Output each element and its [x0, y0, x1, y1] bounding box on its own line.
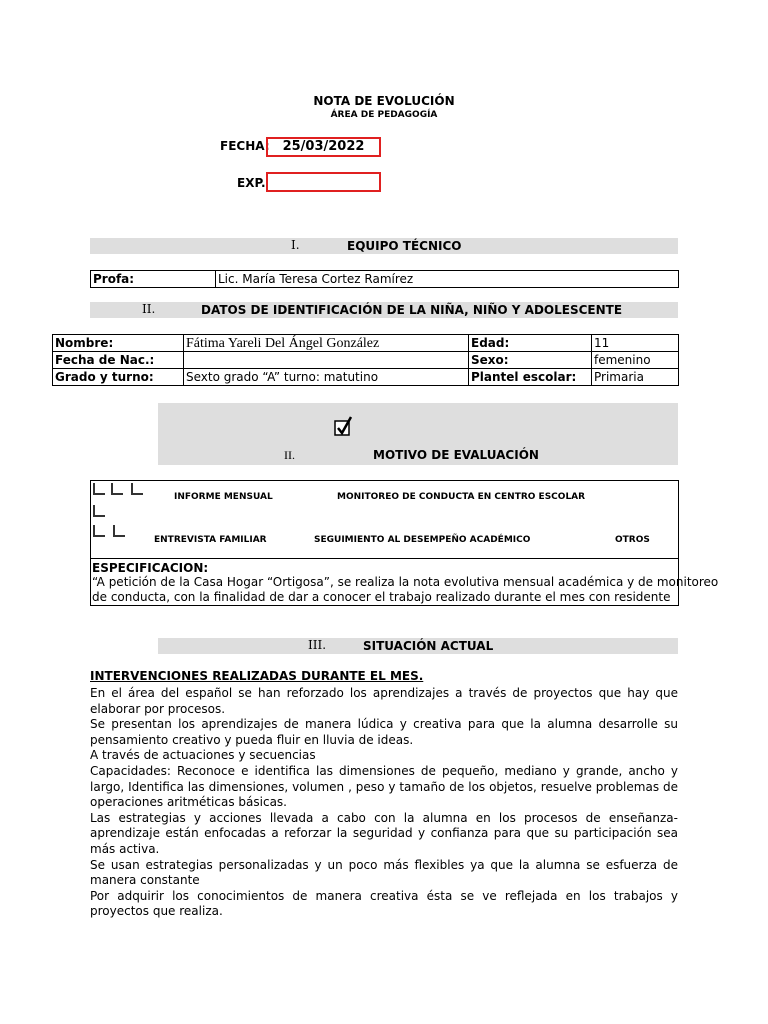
- cell-label: Plantel escolar:: [469, 369, 592, 386]
- especificacion-line: de conducta, con la finalidad de dar a conocer el trabajo realizado durante el mes con residente: [92, 590, 671, 604]
- document-subtitle: ÁREA DE PEDAGOGÍA: [330, 110, 438, 120]
- section-equipo-tecnico-bar: [90, 238, 678, 254]
- paragraph: En el área del español se han reforzado los aprendizajes a través de proyectos que hay que elaborar por procesos.: [90, 686, 678, 716]
- fecha-field[interactable]: 25/03/2022: [266, 137, 381, 157]
- paragraph: Capacidades: Reconoce e identifica las dimensiones de pequeño, mediano y grande, ancho y largo, Identifica las dimensiones, volumen , peso y tamaño de los objetos, resuelve problemas de operaciones aritméticas básicas.: [90, 763, 678, 810]
- especificacion-label: ESPECIFICACION:: [92, 561, 209, 575]
- interventions-heading: INTERVENCIONES REALIZADAS DURANTE EL MES.: [90, 669, 424, 683]
- paragraph: A través de actuaciones y secuencias: [90, 748, 316, 763]
- section-datos-bar: [90, 302, 678, 318]
- cell-value: femenino: [592, 352, 679, 369]
- section-title: EQUIPO TÉCNICO: [347, 239, 462, 253]
- section-title: SITUACIÓN ACTUAL: [363, 639, 494, 653]
- paragraph: Las estrategias y acciones llevada a cabo con la alumna en los procesos de enseñanza- aprendizaje están enfocadas a reforzar la seguridad y confianza para que su participación sea más activa.: [90, 810, 678, 856]
- identification-table: [52, 334, 679, 386]
- section-situacion-bar: [158, 638, 678, 654]
- paragraph: Se presentan los aprendizajes de manera lúdica y creativa para que la alumna desarrolle su pensamiento creativo y pueda fluir en lluvia de ideas.: [90, 717, 678, 747]
- cell-value: [184, 352, 469, 369]
- paragraph: Se usan estrategias personalizadas y un poco más flexibles ya que la alumna se esfuerza de manera constante: [90, 857, 678, 888]
- exp-field[interactable]: [266, 172, 381, 192]
- checkbox-icon[interactable]: [93, 505, 105, 517]
- cell-value: Sexto grado “A” turno: matutino: [184, 369, 469, 386]
- checkbox-icon[interactable]: [113, 525, 125, 537]
- cell-label: Sexo:: [469, 352, 592, 369]
- especificacion-text: [92, 575, 718, 605]
- cell-label: Edad:: [469, 335, 592, 352]
- cell-value: 11: [592, 335, 679, 352]
- fecha-label: FECHA:: [220, 139, 270, 153]
- section-number: II.: [284, 448, 295, 462]
- section-title: DATOS DE IDENTIFICACIÓN DE LA NIÑA, NIÑO Y ADOLESCENTE: [201, 303, 623, 317]
- checkbox-icon[interactable]: [93, 483, 105, 495]
- interventions-body: [90, 686, 678, 920]
- section-number: I.: [291, 238, 300, 252]
- document-title: NOTA DE EVOLUCIÓN: [313, 94, 455, 108]
- section-number: III.: [308, 638, 327, 652]
- option-informe-mensual: INFORME MENSUAL: [174, 492, 273, 502]
- exp-label: EXP.: [237, 176, 266, 190]
- option-otros: OTROS: [615, 535, 650, 545]
- paragraph: Por adquirir los conocimientos de manera creativa ésta se ve reflejada en los trabajos y proyectos que realiza.: [90, 888, 678, 919]
- cell-label: Grado y turno:: [53, 369, 184, 386]
- cell-value: Primaria: [592, 369, 679, 386]
- option-monitoreo-conducta: MONITOREO DE CONDUCTA EN CENTRO ESCOLAR: [337, 492, 586, 502]
- profa-table: [90, 270, 679, 288]
- checkbox-icon[interactable]: [131, 483, 143, 495]
- table-row: [53, 352, 679, 369]
- cell-label: Nombre:: [53, 335, 184, 352]
- motivo-header: [158, 403, 678, 465]
- option-seguimiento-academico: SEGUIMIENTO AL DESEMPEÑO ACADÉMICO: [314, 535, 531, 545]
- cell-value: Fátima Yareli Del Ángel González: [184, 335, 469, 352]
- especificacion-line: “A petición de la Casa Hogar “Ortigosa”, se realiza la nota evolutiva mensual académica y de monitoreo: [92, 575, 719, 589]
- divider: [91, 558, 678, 559]
- cell-label: Fecha de Nac.:: [53, 352, 184, 369]
- option-entrevista-familiar: ENTREVISTA FAMILIAR: [154, 535, 267, 545]
- profa-label: Profa:: [91, 271, 216, 288]
- section-number: II.: [142, 302, 156, 316]
- table-row: [53, 369, 679, 386]
- section-title: MOTIVO DE EVALUACIÓN: [373, 448, 539, 462]
- table-row: [53, 335, 679, 352]
- checkbox-icon[interactable]: [111, 483, 123, 495]
- checkbox-icon[interactable]: [93, 525, 105, 537]
- profa-value: Lic. María Teresa Cortez Ramírez: [216, 271, 679, 288]
- motivo-box: [90, 480, 719, 606]
- checkbox-checked-icon: [334, 415, 354, 441]
